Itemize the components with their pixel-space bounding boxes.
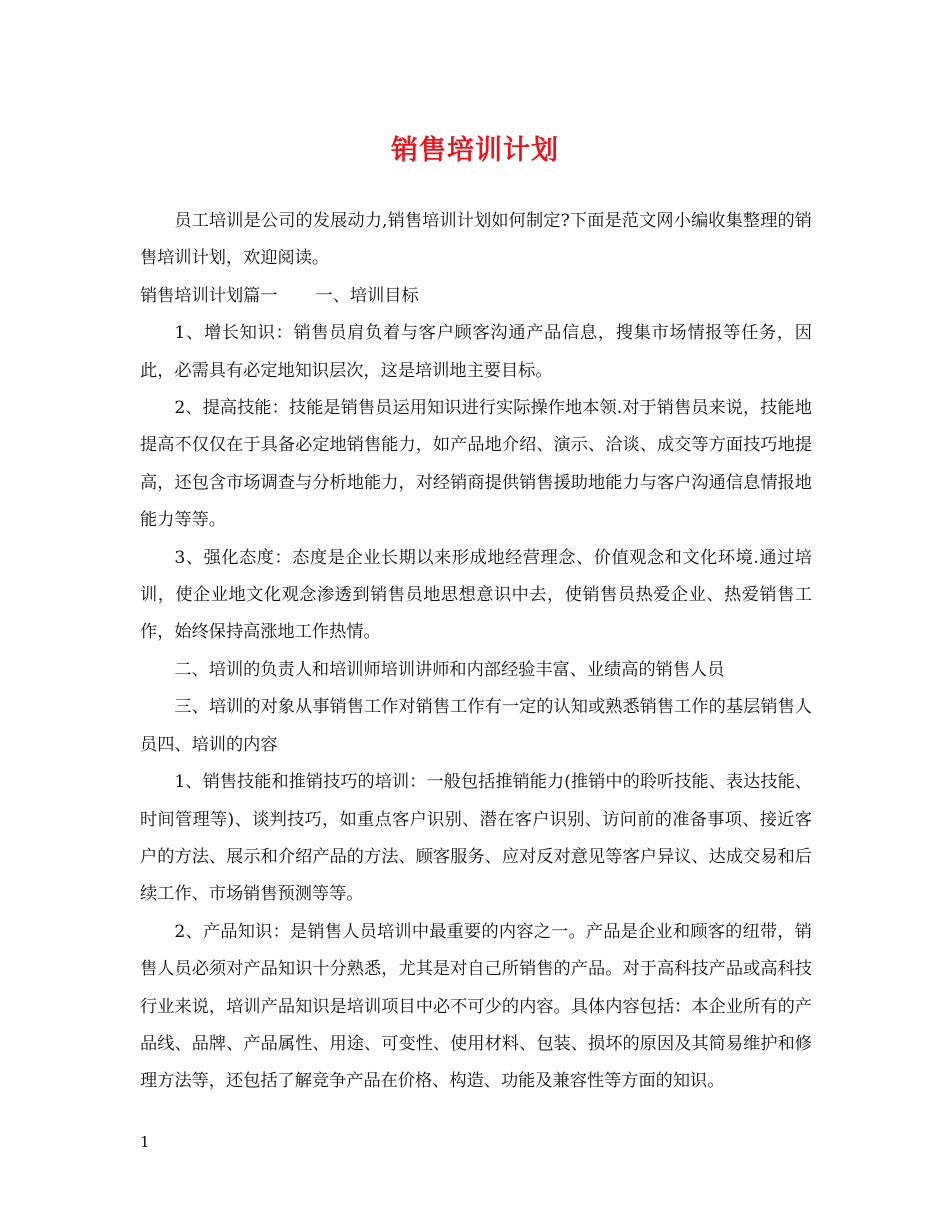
paragraph-product-knowledge: 2、产品知识：是销售人员培训中最重要的内容之一。产品是企业和顾客的纽带，销售人员必须对产品知识十分熟悉，尤其是对自己所销售的产品。对于高科技产品或高科技行业来说，培训产品知识是培训项目中必不可少的内容。具体内容包括：本企业所有的产品线、品牌、产品属性、用途、可变性、使用材料、包装、损坏的原因及其简易维护和修理方法等，还包括了解竞争产品在价格、构造、功能及兼容性等方面的知识。: [140, 921, 812, 1092]
paragraph-increase-knowledge: 1、增长知识：销售员肩负着与客户顾客沟通产品信息，搜集市场情报等任务，因此，必需具有必定地知识层次，这是培训地主要目标。: [140, 323, 812, 381]
document-body: [140, 203, 812, 1101]
paragraph-strengthen-attitude: 3、强化态度：态度是企业长期以来形成地经营理念、价值观念和文化环境.通过培训，使企业地文化观念渗透到销售员地思想意识中去，使销售员热爱企业、热爱销售工作，始终保持高涨地工作热情。: [140, 547, 812, 643]
paragraph-trainees: 三、培训的对象从事销售工作对销售工作有一定的认知或熟悉销售工作的基层销售人员四、培训的内容: [140, 697, 812, 755]
paragraph-improve-skills: 2、提高技能：技能是销售员运用知识进行实际操作地本领.对于销售员来说，技能地提高不仅仅在于具备必定地销售能力，如产品地介绍、演示、洽谈、成交等方面技巧地提高，还包含市场调查与分析地能力，对经销商提供销售援助地能力与客户沟通信息情报地能力等等。: [140, 398, 812, 531]
section-heading-continuation: 一、培训目标: [315, 285, 419, 306]
paragraph-trainers: 二、培训的负责人和培训师培训讲师和内部经验丰富、业绩高的销售人员: [174, 659, 725, 680]
paragraph-section-heading: [140, 278, 812, 315]
paragraph-intro: 员工培训是公司的发展动力,销售培训计划如何制定?下面是范文网小编收集整理的销售培训计划，欢迎阅读。: [140, 211, 812, 269]
page-number: 1: [140, 1133, 150, 1151]
paragraph-sales-skills: 1、销售技能和推销技巧的培训：一般包括推销能力(推销中的聆听技能、表达技能、时间管理等)、谈判技巧，如重点客户识别、潜在客户识别、访问前的准备事项、接近客户的方法、展示和介绍产品的方法、顾客服务、应对反对意见等客户异议、达成交易和后续工作、市场销售预测等等。: [140, 772, 812, 905]
document-title: 销售培训计划: [391, 135, 559, 166]
section-heading-label: 销售培训计划篇一: [140, 285, 278, 306]
